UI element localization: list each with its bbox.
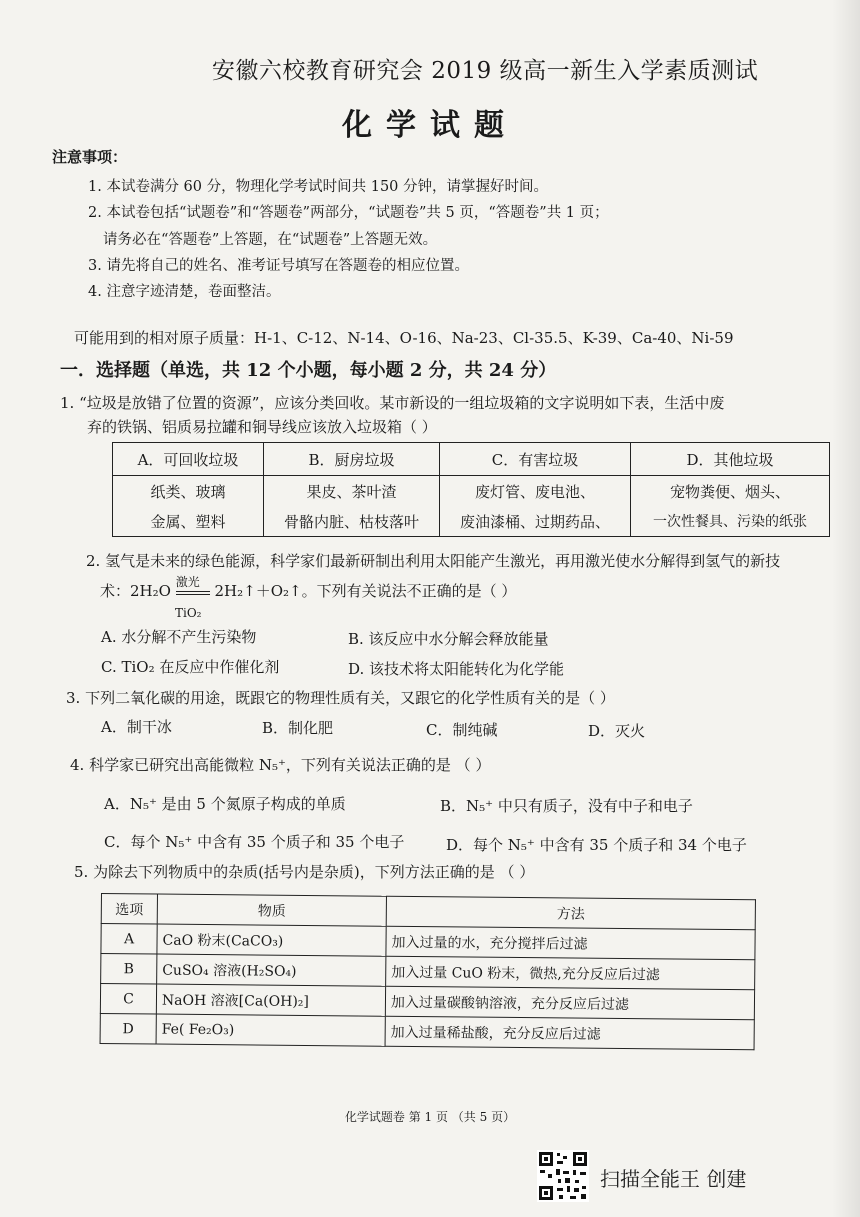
q2-stem-line1: 2. 氢气是未来的绿色能源，科学家们最新研制出利用太阳能产生激光，再用激光使水分解得到氢气的新技 (86, 552, 781, 570)
table-header: 选项 (101, 894, 157, 925)
q2-option-b: B. 该反应中水分解会释放能量 (348, 630, 549, 648)
table-row (113, 476, 830, 507)
q2-products: 2H₂↑＋O₂↑。下列有关说法不正确的是（ ） (214, 582, 517, 600)
reaction-condition-top: 激光 (175, 575, 200, 589)
q3-option-a: A．制干冰 (101, 718, 172, 736)
table-cell: 废灯管、废电池、 (440, 476, 631, 507)
table-cell: 金属、塑料 (113, 506, 264, 537)
q4-option-d: D．每个 N₅⁺ 中含有 35 个质子和 34 个电子 (446, 836, 747, 854)
q3-stem: 3. 下列二氧化碳的用途，既跟它的物理性质有关，又跟它的化学性质有关的是（ ） (66, 689, 615, 707)
table-cell: 果皮、茶叶渣 (264, 476, 440, 507)
q3-option-c: C．制纯碱 (426, 721, 498, 739)
table-row (100, 1013, 754, 1049)
table-cell: A．可回收垃圾 (113, 443, 264, 476)
table-cell: NaOH 溶液[Ca(OH)₂] (156, 984, 385, 1016)
impurity-removal-table (100, 893, 756, 1050)
q4-option-b: B．N₅⁺ 中只有质子，没有中子和电子 (440, 797, 693, 815)
table-row (113, 506, 830, 537)
atomic-masses: 可能用到的相对原子质量：H-1、C-12、N-14、O-16、Na-23、Cl-35.5、K-39、Ca-40、Ni-59 (74, 329, 734, 347)
table-row (113, 443, 830, 476)
table-cell: D (100, 1013, 156, 1044)
note-item: 请务必在“答题卷”上答题，在“试题卷”上答题无效。 (103, 232, 438, 248)
q2-option-d: D. 该技术将太阳能转化为化学能 (348, 660, 565, 678)
table-cell: 宠物粪便、烟头、 (631, 476, 830, 507)
note-item: 2. 本试卷包括“试题卷”和“答题卷”两部分，“试题卷”共 5 页，“答题卷”共 1 页； (88, 205, 609, 221)
garbage-classification-table (112, 442, 830, 537)
note-item: 3. 请先将自己的姓名、准考证号填写在答题卷的相应位置。 (88, 258, 469, 274)
qr-code-icon (537, 1150, 589, 1202)
table-cell: B．厨房垃圾 (264, 443, 440, 476)
q2-reactant: 术：2H₂O (100, 582, 171, 600)
note-item: 1. 本试卷满分 60 分，物理化学考试时间共 150 分钟，请掌握好时间。 (88, 179, 549, 195)
table-cell: A (101, 924, 157, 955)
q3-option-d: D．灭火 (588, 722, 646, 740)
reaction-equals-line (176, 594, 210, 595)
table-cell: 废油漆桶、过期药品、 (440, 506, 631, 537)
table-cell: 纸类、玻璃 (113, 476, 264, 507)
q4-option-a: A．N₅⁺ 是由 5 个氮原子构成的单质 (104, 795, 346, 813)
reaction-condition-bottom: TiO₂ (175, 606, 202, 620)
table-header: 物质 (157, 894, 386, 926)
q1-stem-line2: 弃的铁锅、铝质易拉罐和铜导线应该放入垃圾箱（ ） (87, 418, 437, 436)
scan-edge-shadow (832, 0, 860, 1217)
table-cell: C (100, 984, 156, 1015)
table-cell: 一次性餐具、污染的纸张 (631, 506, 830, 537)
table-cell: 骨骼内脏、枯枝落叶 (264, 506, 440, 537)
table-cell: Fe( Fe₂O₃) (156, 1014, 385, 1046)
q5-stem: 5. 为除去下列物质中的杂质(括号内是杂质)，下列方法正确的是 （ ） (74, 863, 535, 881)
note-item: 4. 注意字迹清楚，卷面整洁。 (88, 284, 281, 300)
paper-title: 化学试题 (342, 108, 518, 143)
table-cell: C．有害垃圾 (440, 443, 631, 476)
q4-stem: 4. 科学家已研究出高能微粒 N₅⁺，下列有关说法正确的是 （ ） (70, 756, 491, 774)
table-cell: CaO 粉末(CaCO₃) (157, 924, 386, 956)
table-cell: 加入过量的水，充分搅拌后过滤 (386, 926, 755, 960)
reaction-equals-line (176, 591, 210, 592)
table-cell: D．其他垃圾 (631, 443, 830, 476)
table-cell: 加入过量稀盐酸，充分反应后过滤 (385, 1016, 754, 1050)
q4-option-c: C．每个 N₅⁺ 中含有 35 个质子和 35 个电子 (104, 833, 405, 851)
table-cell: 加入过量 CuO 粉末，微热,充分反应后过滤 (386, 956, 755, 990)
page-footer: 化学试题卷 第 1 页 （共 5 页） (344, 1110, 516, 1124)
exam-header-title: 安徽六校教育研究会 2019 级高一新生入学素质测试 (211, 58, 759, 84)
q2-stem-line2 (100, 575, 517, 601)
q1-stem-line1: 1. “垃圾是放错了位置的资源”，应该分类回收。某市新设的一组垃圾箱的文字说明如下表，生活中废 (60, 394, 725, 412)
scanner-watermark: 扫描全能王 创建 (600, 1167, 747, 1191)
notes-heading: 注意事项： (52, 148, 128, 166)
table-cell: CuSO₄ 溶液(H₂SO₄) (157, 954, 386, 986)
table-cell: B (101, 954, 157, 985)
q3-option-b: B．制化肥 (262, 719, 334, 737)
section-heading: 一．选择题（单选，共 12 个小题，每小题 2 分，共 24 分） (60, 360, 557, 381)
q2-option-a: A. 水分解不产生污染物 (101, 628, 257, 646)
reaction-arrow (175, 575, 210, 599)
table-header: 方法 (386, 896, 755, 930)
q2-option-c: C. TiO₂ 在反应中作催化剂 (101, 658, 280, 676)
table-cell: 加入过量碳酸钠溶液，充分反应后过滤 (385, 986, 754, 1020)
